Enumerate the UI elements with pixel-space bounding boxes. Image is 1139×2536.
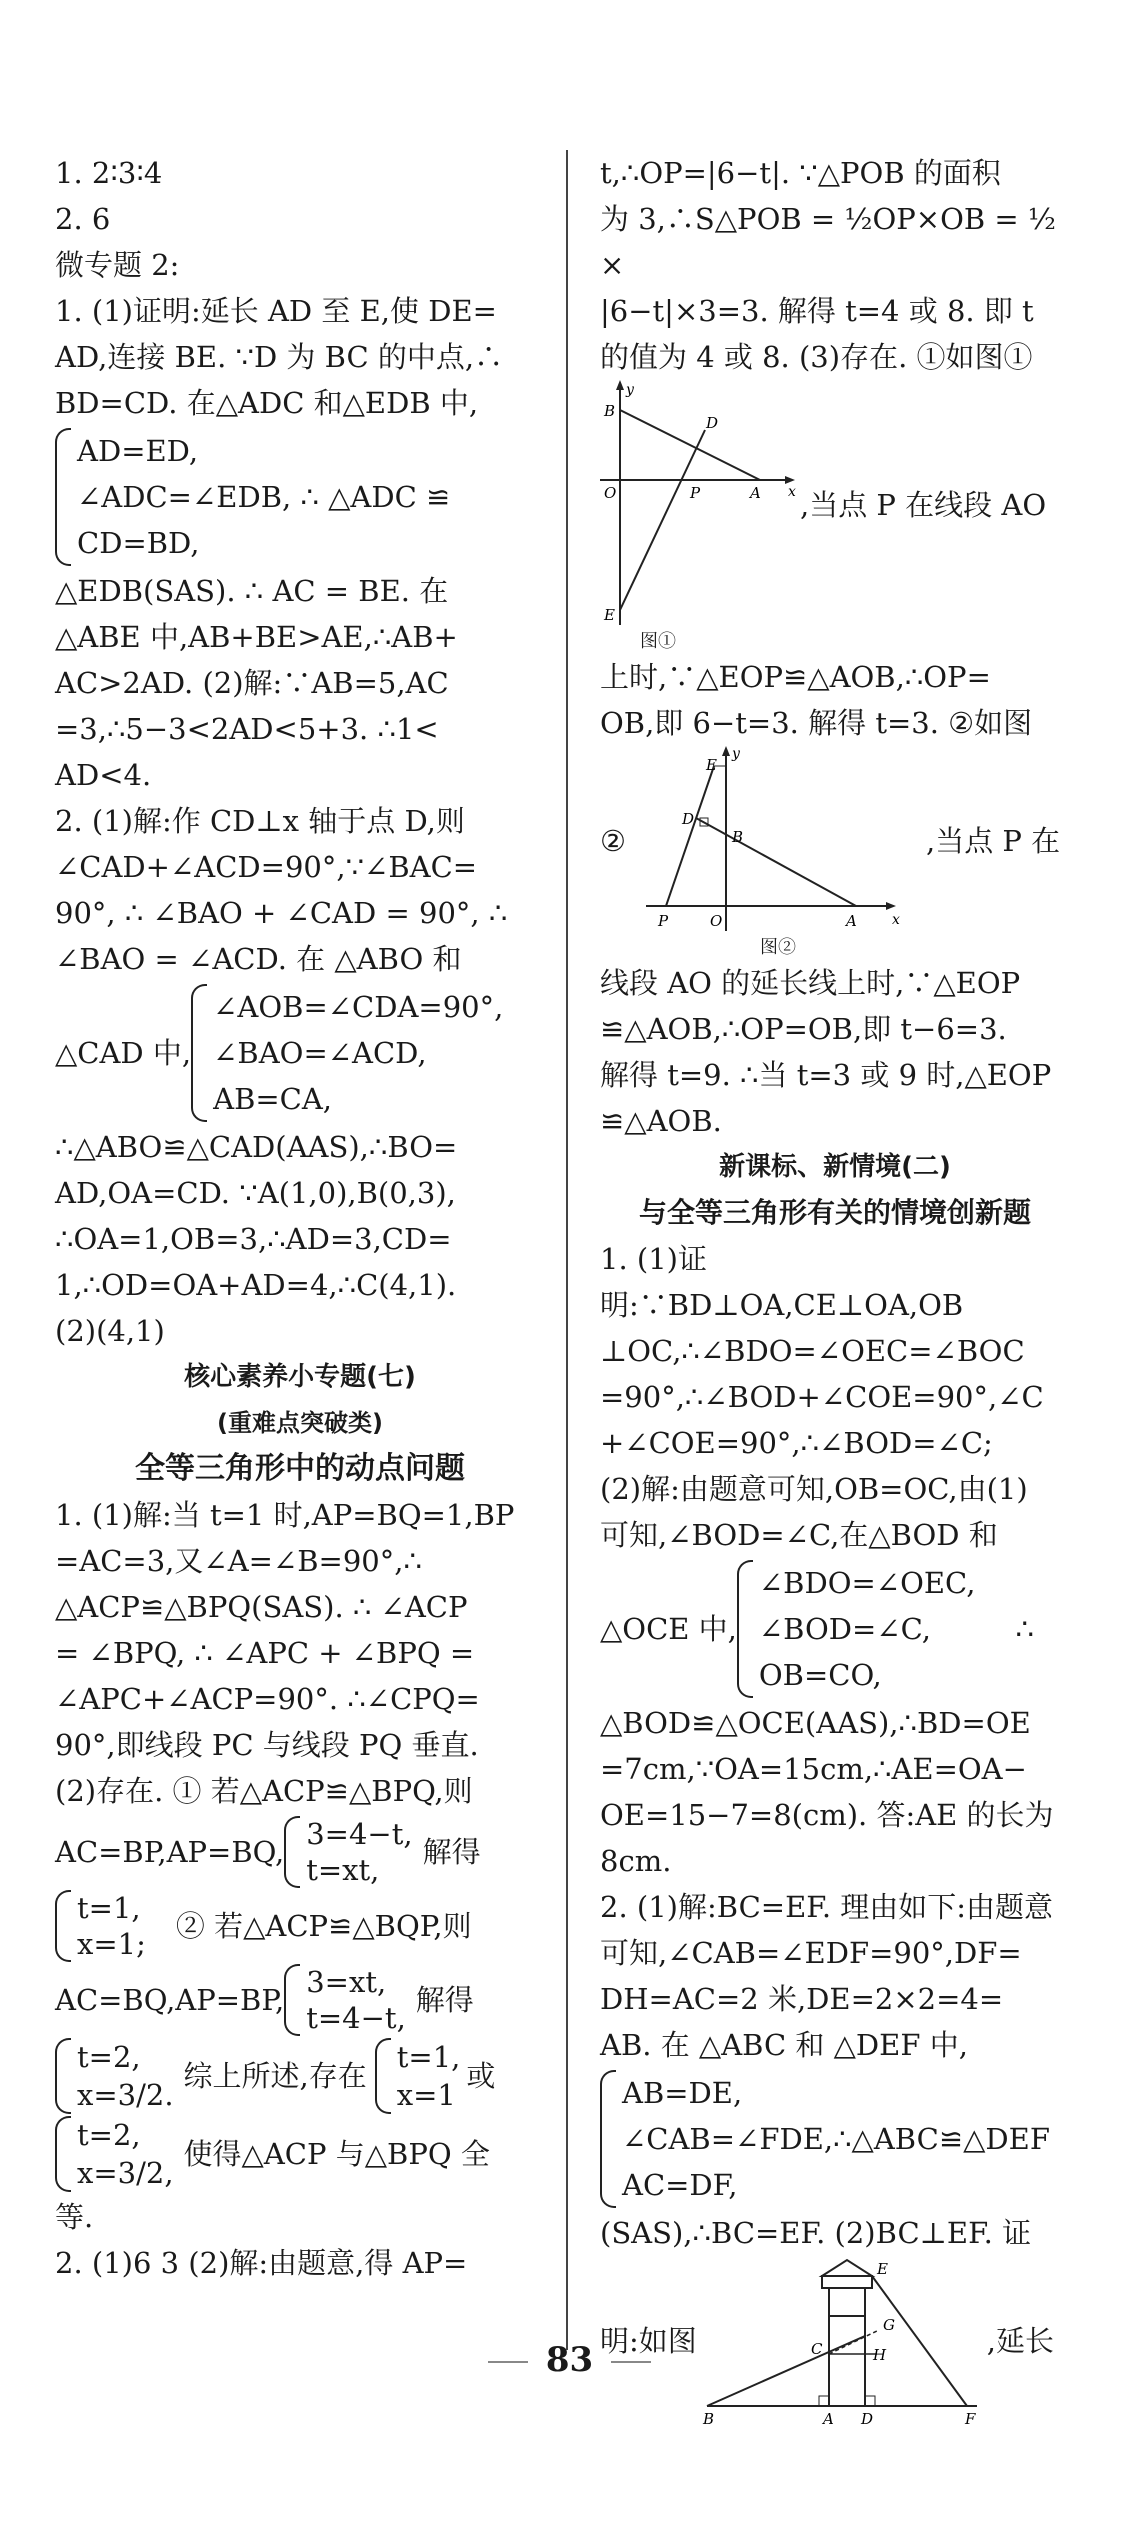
answer-line: OB,即 6−t=3. 解得 t=3. ②如图: [600, 706, 1033, 740]
section-subheading: (重难点突破类): [217, 1409, 383, 1437]
brace: [55, 2038, 71, 2114]
svg-text:x: x: [892, 912, 900, 928]
equation-system: [55, 2116, 545, 2192]
figure-2-row: [600, 746, 1070, 936]
system-tail: 使得△ACP 与△BPQ 全: [183, 2137, 490, 2171]
answer-line: AD,连接 BE. ∵D 为 BC 的中点,∴: [55, 340, 504, 374]
system-line: x=1;: [77, 1927, 146, 1961]
figure-2-text: ,当点 P 在: [926, 824, 1061, 858]
system-tail: ∴: [1015, 1612, 1034, 1646]
topic-heading: 全等三角形中的动点问题: [135, 1451, 465, 1486]
figure-1-row: [600, 380, 1070, 630]
answer-line: OE=15−7=8(cm). 答:AE 的长为: [600, 1798, 1054, 1832]
equation-system: [55, 1964, 545, 2036]
answer-line: (2)(4,1): [55, 1314, 165, 1348]
answer-line: △ACP≌△BPQ(SAS). ∴ ∠ACP: [55, 1590, 468, 1624]
figure-1-text: ,当点 P 在线段 AO: [800, 488, 1047, 522]
answer-line: 解得 t=9. ∴当 t=3 或 9 时,△EOP: [600, 1058, 1052, 1092]
topic-heading: 与全等三角形有关的情境创新题: [638, 1196, 1031, 1229]
brace: [55, 1890, 71, 1962]
system-prefix: AC=BQ,AP=BP,: [55, 1983, 285, 2017]
svg-text:D: D: [860, 2410, 873, 2426]
answer-line: 90°,即线段 PC 与线段 PQ 垂直.: [55, 1728, 479, 1762]
system-line: x=1: [396, 2078, 456, 2112]
answer-line: 线段 AO 的延长线上时,∵△EOP: [600, 966, 1021, 1000]
system-line: t=xt,: [306, 1853, 380, 1887]
system-line: AB=CA,: [213, 1082, 333, 1116]
system-line: AC=DF,: [622, 2168, 738, 2202]
answer-line: ∠CAD+∠ACD=90°,∵∠BAC=: [55, 850, 478, 884]
svg-text:E: E: [604, 606, 615, 624]
system-prefix: AC=BP,AP=BQ,: [55, 1835, 285, 1869]
answer-line: DH=AC=2 米,DE=2×2=4=: [600, 1982, 1004, 2016]
system-line: 3=xt,: [306, 1965, 387, 1999]
brace: [55, 2116, 71, 2192]
svg-text:P: P: [690, 484, 701, 502]
system-line: x=3/2.: [77, 2078, 174, 2112]
equation-system: [55, 1816, 545, 1888]
left-column: [55, 150, 545, 2286]
system-line: ∠BAO=∠ACD,: [213, 1036, 427, 1070]
brace: [284, 1816, 300, 1888]
system-tail: 解得: [415, 1983, 474, 2017]
answer-line: AB. 在 △ABC 和 △DEF 中,: [600, 2028, 968, 2062]
system-line: 3=4−t,: [306, 1817, 413, 1851]
svg-text:y: y: [626, 382, 634, 398]
svg-text:B: B: [604, 402, 616, 420]
answer-line: 8cm.: [600, 1844, 672, 1878]
svg-text:y: y: [732, 746, 740, 762]
figure-2-caption: 图②: [760, 937, 796, 958]
answer-line: ∴OA=1,OB=3,∴AD=3,CD=: [55, 1222, 452, 1256]
system-tail: 或: [466, 2059, 496, 2093]
figure-3-lead: 明:如图: [600, 2324, 697, 2358]
svg-text:P: P: [658, 912, 669, 930]
system-line: t=2,: [77, 2040, 141, 2074]
answer-line: ⊥OC,∴∠BDO=∠OEC=∠BOC: [600, 1334, 1025, 1368]
answer-line: (2)存在. ① 若△ACP≌△BPQ,则: [55, 1774, 473, 1808]
answer-line: |6−t|×3=3. 解得 t=4 或 8. 即 t: [600, 294, 1034, 328]
equation-system: [55, 428, 545, 566]
svg-text:F: F: [964, 2410, 976, 2426]
system-tail: 解得: [422, 1835, 481, 1869]
equation-system: [600, 2070, 1070, 2208]
answer-line: △ABE 中,AB+BE>AE,∴AB+: [55, 620, 458, 654]
system-prefix: △OCE 中,: [600, 1612, 737, 1646]
svg-text:B: B: [702, 2410, 714, 2426]
svg-text:D: D: [706, 414, 719, 432]
system-mid: 综上所述,存在: [183, 2059, 367, 2093]
system-line: AD=ED,: [77, 434, 199, 468]
section-label: 微专题 2:: [55, 248, 180, 282]
svg-text:E: E: [706, 756, 717, 774]
section-heading: 核心素养小专题(七): [184, 1362, 416, 1392]
answer-line: 2. (1)解:作 CD⊥x 轴于点 D,则: [55, 804, 465, 838]
answer-line: 可知,∠BOD=∠C,在△BOD 和: [600, 1518, 998, 1552]
equation-system: [600, 1560, 1070, 1698]
svg-text:A: A: [846, 912, 857, 930]
equation-system: [55, 984, 545, 1122]
answer-line: +∠COE=90°,∴∠BOD=∠C;: [600, 1426, 993, 1460]
answer-line: 1. (1)证明:延长 AD 至 E,使 DE=: [55, 294, 497, 328]
system-line: ∠BOD=∠C,: [758, 1612, 932, 1646]
answer-line: =3,∴5−3<2AD<5+3. ∴1<: [55, 712, 439, 746]
system-line: CD=BD,: [77, 526, 200, 560]
figure-1-diagram: [600, 380, 800, 630]
system-line: t=2,: [77, 2118, 141, 2152]
answer-line: ∠BAO = ∠ACD. 在 △ABO 和: [55, 942, 462, 976]
answer-line: = ∠BPQ, ∴ ∠APC + ∠BPQ =: [55, 1636, 475, 1670]
figure-3-tail: ,延长: [986, 2324, 1054, 2358]
answer-line: =90°,∴∠BOD+∠COE=90°,∠C: [600, 1380, 1044, 1414]
figure-2-lead: ②: [600, 824, 626, 858]
answer-line: ≌△AOB.: [600, 1104, 722, 1138]
brace: [284, 1964, 300, 2036]
answer-line: 1. (1)解:当 t=1 时,AP=BQ=1,BP: [55, 1498, 515, 1532]
answer-line: ∴△ABO≌△CAD(AAS),∴BO=: [55, 1130, 458, 1164]
svg-text:G: G: [882, 2316, 895, 2334]
svg-text:C: C: [810, 2340, 823, 2358]
figure-1-caption: 图①: [640, 631, 676, 652]
system-prefix: △CAD 中,: [55, 1036, 192, 1070]
svg-text:A: A: [750, 484, 761, 502]
system-line: ∠BDO=∠OEC,: [758, 1566, 976, 1600]
svg-text:D: D: [682, 810, 695, 828]
answer-line: ≌△AOB,∴OP=OB,即 t−6=3.: [600, 1012, 1007, 1046]
answer-line: 1. 2∶3∶4: [55, 156, 163, 190]
answer-line: =AC=3,又∠A=∠B=90°,∴: [55, 1544, 422, 1578]
answer-line: △BOD≌△OCE(AAS),∴BD=OE: [600, 1706, 1031, 1740]
svg-text:O: O: [604, 484, 617, 502]
answer-line: (SAS),∴BC=EF. (2)BC⊥EF. 证: [600, 2216, 1032, 2250]
answer-line: 1. (1)证明:∵BD⊥OA,CE⊥OA,OB: [600, 1242, 964, 1322]
system-line: t=4−t,: [306, 2001, 406, 2035]
figure-2-diagram: [646, 746, 906, 936]
system-line: AB=DE,: [622, 2076, 743, 2110]
answer-line: 2. (1)解:BC=EF. 理由如下:由题意: [600, 1890, 1054, 1924]
system-line: t=1,: [396, 2040, 461, 2074]
system-line: ∠AOB=∠CDA=90°,: [213, 990, 504, 1024]
answer-line: 为 3,∴S△POB = ½OP×OB = ½ ×: [600, 202, 1057, 282]
svg-text:B: B: [732, 828, 744, 846]
system-line: x=3/2,: [77, 2156, 174, 2190]
equation-system: [55, 2038, 545, 2114]
answer-line: AD,OA=CD. ∵A(1,0),B(0,3),: [55, 1176, 456, 1210]
answer-line: △EDB(SAS). ∴ AC = BE. 在: [55, 574, 449, 608]
brace: [600, 2070, 616, 2208]
page-number: [0, 2340, 1139, 2380]
right-column: [600, 150, 1070, 2426]
answer-line: 1,∴OD=OA+AD=4,∴C(4,1).: [55, 1268, 457, 1302]
answer-line: 2. (1)6 3 (2)解:由题意,得 AP=: [55, 2246, 468, 2280]
answer-line: AC>2AD. (2)解:∵AB=5,AC: [55, 666, 449, 700]
answer-line: 可知,∠CAB=∠EDF=90°,DF=: [600, 1936, 1022, 1970]
system-tail: ② 若△ACP≌△BQP,则: [175, 1909, 472, 1943]
answer-line: 90°, ∴ ∠BAO + ∠CAD = 90°, ∴: [55, 896, 508, 930]
answer-line: t,∴OP=|6−t|. ∵△POB 的面积: [600, 156, 1001, 190]
page-number-value: 83: [545, 2340, 594, 2380]
column-divider: [566, 150, 568, 2350]
svg-text:H: H: [872, 2346, 886, 2364]
svg-text:O: O: [710, 912, 723, 930]
page-number-dash: [611, 2361, 651, 2363]
equation-system: [55, 1890, 545, 1962]
answer-line: ∠APC+∠ACP=90°. ∴∠CPQ=: [55, 1682, 480, 1716]
answer-line: 2. 6: [55, 202, 111, 236]
svg-text:x: x: [788, 484, 796, 500]
answer-line: =7cm,∵OA=15cm,∴AE=OA−: [600, 1752, 1027, 1786]
answer-line: AD<4.: [55, 758, 152, 792]
answer-line: 上时,∵△EOP≌△AOB,∴OP=: [600, 660, 991, 694]
answer-line: (2)解:由题意可知,OB=OC,由(1): [600, 1472, 1028, 1506]
brace: [191, 984, 207, 1122]
brace: [375, 2038, 391, 2114]
answer-line: 的值为 4 或 8. (3)存在. ①如图①: [600, 340, 1033, 374]
system-line: ∠ADC=∠EDB, ∴ △ADC ≌: [77, 480, 451, 514]
brace: [55, 428, 71, 566]
system-line: ∠CAB=∠FDE,∴△ABC≌△DEF: [622, 2122, 1050, 2156]
svg-text:E: E: [876, 2260, 888, 2278]
svg-text:A: A: [822, 2410, 834, 2426]
system-line: OB=CO,: [758, 1658, 882, 1692]
section-heading: 新课标、新情境(二): [719, 1152, 951, 1182]
brace: [737, 1560, 753, 1698]
answer-line: 等.: [55, 2200, 94, 2234]
answer-line: BD=CD. 在△ADC 和△EDB 中,: [55, 386, 479, 420]
page-number-dash: [488, 2361, 528, 2363]
system-line: t=1,: [77, 1891, 141, 1925]
